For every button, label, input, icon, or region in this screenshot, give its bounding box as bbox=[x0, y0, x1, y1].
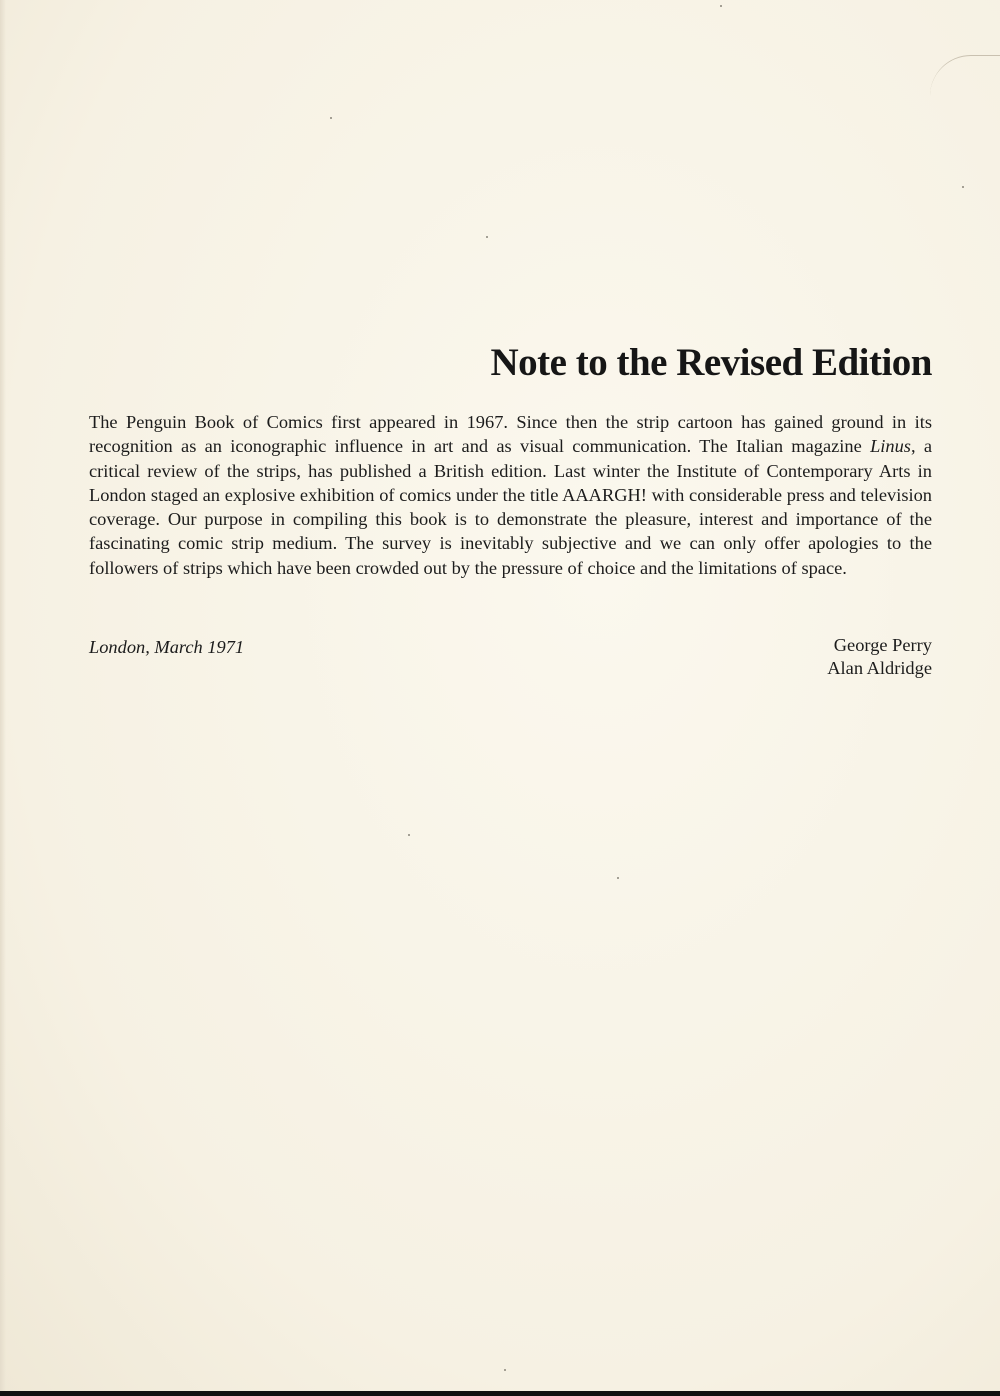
paper-speck bbox=[408, 834, 410, 836]
page-corner-curl bbox=[930, 55, 1000, 96]
body-text-part-1: The Penguin Book of Comics first appeared in 1967. Since then the strip cartoon has gained ground in its recognition as an iconographic influence in art and as visual communication. The Italian magazine bbox=[89, 412, 932, 457]
body-paragraph bbox=[89, 410, 932, 580]
paper-speck bbox=[617, 877, 619, 879]
body-text-part-2: , a critical review of the strips, has published a British edition. Last winter the Institute of Contemporary Arts in London staged an explosive exhibition of comics under the title AAARGH! with considerable press and television coverage. Our purpose in compiling this book is to demonstrate the pleasure, interest and importance of the fascinating comic strip medium. The survey is inevitably subjective and we can only offer apologies to the followers of strips which have been crowded out by the pressure of choice and the limitations of space. bbox=[89, 436, 932, 578]
place-and-date: London, March 1971 bbox=[89, 637, 245, 657]
page-title: Note to the Revised Edition bbox=[490, 341, 932, 384]
paper-speck bbox=[962, 186, 964, 188]
paper-speck bbox=[504, 1369, 506, 1371]
scan-bottom-edge bbox=[0, 1391, 1000, 1396]
signatory-name: George Perry bbox=[833, 635, 932, 655]
paper-speck bbox=[330, 117, 332, 119]
signatory-name: Alan Aldridge bbox=[827, 658, 932, 678]
paper-speck bbox=[720, 5, 722, 7]
magazine-name: Linus bbox=[870, 436, 911, 457]
paper-speck bbox=[486, 236, 488, 238]
page-left-edge-shadow bbox=[0, 0, 6, 1396]
signatures bbox=[827, 634, 932, 680]
